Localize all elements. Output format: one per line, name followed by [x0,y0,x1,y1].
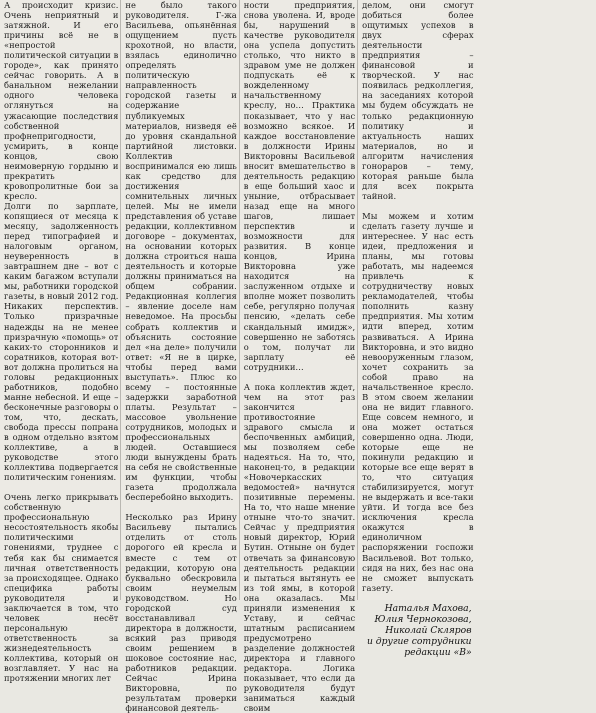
article-paragraph: не было такого руководителя. Г-жа Васильева, опьянённая ощущением пусть крохотной, но власти, взялась единолично определять политическую направленность городской газеты и содержание публикуемых материалов, низведя её до уровня скандальной партийной листовки. Коллектив воспринимался ею лишь как средство для достижения сомнительных личных целей. Мы не имели представления об уставе редакции, коллективном договоре – документах, на основании которых должна строиться наша деятельность и которые должны приниматься на общем собрании. Редакционная коллегия – явление доселе нам неведомое. На просьбы собрать коллектив и объяснить состояние дел «на деле» получили ответ: «Я не в цирке, чтобы перед вами выступать». Плюс ко всему – постоянные задержки заработной платы. Результат – массовое увольнение сотрудников, молодых и профессиональных людей. Оставшиеся люди вынуждены брать на себя не свойственные им функции, чтобы газета продолжала бесперебойно выходить. [125,0,237,503]
signature-line: Юлия Чернокозова, [374,613,472,625]
article-paragraph: ности предприятия, снова уволена. И, вроде бы, нарушений в качестве руководителя она успела допустить столько, что никто в здравом уме не должен подпускать её к вожделенному начальственному креслу, но… Практика показывает, что у нас возможно всякое. И каждое восстановление в должности Ирины Викторовны Васильевой вносит вмешательство в деятельность редакцию в еще больший хаос и уныние, отбрасывает назад еще на много шагов, лишает перспектив и возможности для развития. В конце концов, Ирина Викторовна уже находится на заслуженном отдыхе и вполне может позволить себе, регулярно получая пенсию, «делать себе скандальный имидж», совершенно не заботясь о том, получат ли зарплату её сотрудники… [243,0,356,372]
article-column-2 [120,0,238,713]
article-column-1 [2,0,120,684]
paragraph-gap [244,372,355,382]
signature-line: Наталья Махова, [384,602,472,614]
article-paragraph: делом, они смогут добиться более ощутимых успехов в двух сферах деятельности предприятия – финансовой и творческой. У нас появилась редколлегия, на заседаниях которой мы будем обсуждать не только редакционную политику и актуальность наших материалов, но и алгоритм начисления гонораров – тему, которая раньше была для всех покрыта тайной. [362,0,474,201]
article-paragraph: А происходит кризис. Очень неприятный и затяжной. И его причины всё не в «непростой политической ситуации в городе», как принято сейчас говорить. А в банальном нежелании одного человека оглянуться на ужасающие последствия собственной профнепригодности, усмирить, в конце концов, свою неимоверную гордыню и прекратить кровопролитные бои за кресло. [4,0,119,201]
signature-line: и другие сотрудники [366,635,472,647]
paragraph-gap [125,502,236,512]
paragraph-gap [362,201,473,211]
article-paragraph: Долги по зарплате, копящиеся от месяца к месяцу, задолженность перед типографией и налоговым органом, неуверенность в завтрашнем дне – вот с каким багажом вступали мы, работники городской газеты, в новый 2012 год. Никаких перспектив. Только призрачные надежды на не менее призрачную «помощь» от каких-то сторонников и соратников, которая вот-вот должна пролиться на головы редакционных работников, подобно манне небесной. И еще – бесконечные разговоры о том, что, дескать, свобода прессы попрана в одном отдельно взятом коллективе, а в руководстве этого коллектива подвергается политическим гонениям. [4,200,119,483]
author-signature [362,603,473,658]
article-paragraph: Очень легко прикрывать собственную профессиональную несостоятельность якобы политическими гонениями, труднее с тебя как бы снимается личная ответственность за происходящее. Однако специфика работы руководителя и заключается в том, что человек несёт персональную ответственность за жизнедеятельность коллектива, который он возглавляет. У нас на протяжении многих лет [4,492,119,684]
article-paragraph: Мы можем и хотим сделать газету лучше и интереснее. У нас есть идеи, предложения и планы, мы готовы работать, мы надеемся привлечь к сотрудничеству новых рекламодателей, чтобы пополнить казну предприятия. Мы хотим идти вперед, хотим развиваться. А Ирина Викторовна, и это видно невооруженным глазом, хочет сохранить за собой право на начальственное кресло. В этом своем желании она не видит главного. Еще совсем немного, и она может остаться совершенно одна. Люди, которые еще не покинули редакцию и которые все еще верят в то, что ситуация стабилизируется, могут не выдержать и все-таки уйти. И тогда все без исключения кресла окажутся в единоличном распоряжении госпожи Васильевой. Вот только, сидя на них, без нас она не сможет выпускать газету. [362,210,474,593]
article-paragraph: Несколько раз Ирину Васильеву пытались отделить от столь дорогого ей кресла и вместе с тем от редакции, которую она буквально обескровила своим неумелым руководством. Но городской суд восстанавливал директора в должности, всякий раз приводя своим решением в шоковое состояние нас, работников редакции. Сейчас Ирина Викторовна, по результатам проверки финансовой деятель- [125,512,237,713]
article-column-4 [357,0,475,658]
article-column-3 [239,0,357,713]
article-columns [2,0,594,713]
signature-line: редакции «В» [404,646,472,658]
signature-line: Николай Скляров [385,624,472,636]
paragraph-gap [4,482,118,492]
article-paragraph: А пока коллектив ждет, чем на этот раз закончится противостояние здравого смысла и беспочвенных амбиций, мы позволяем себе надеяться. На то, что, наконец-то, в редакции «Новочеркасских ведомостей» начнутся позитивные перемены. На то, что наше мнение отныне что-то значит. Сейчас у предприятия новый директор, Юрий Бутин. Отныне он будет отвечать за финансовую деятельность редакции и пытаться вытянуть ее из той ямы, в которой она оказалась. Мы приняли изменения к Уставу, и сейчас штатным расписанием предусмотрено разделение должностей директора и главного редактора. Логика показывает, что если да руководителя будут заниматься каждый своим [243,381,356,713]
